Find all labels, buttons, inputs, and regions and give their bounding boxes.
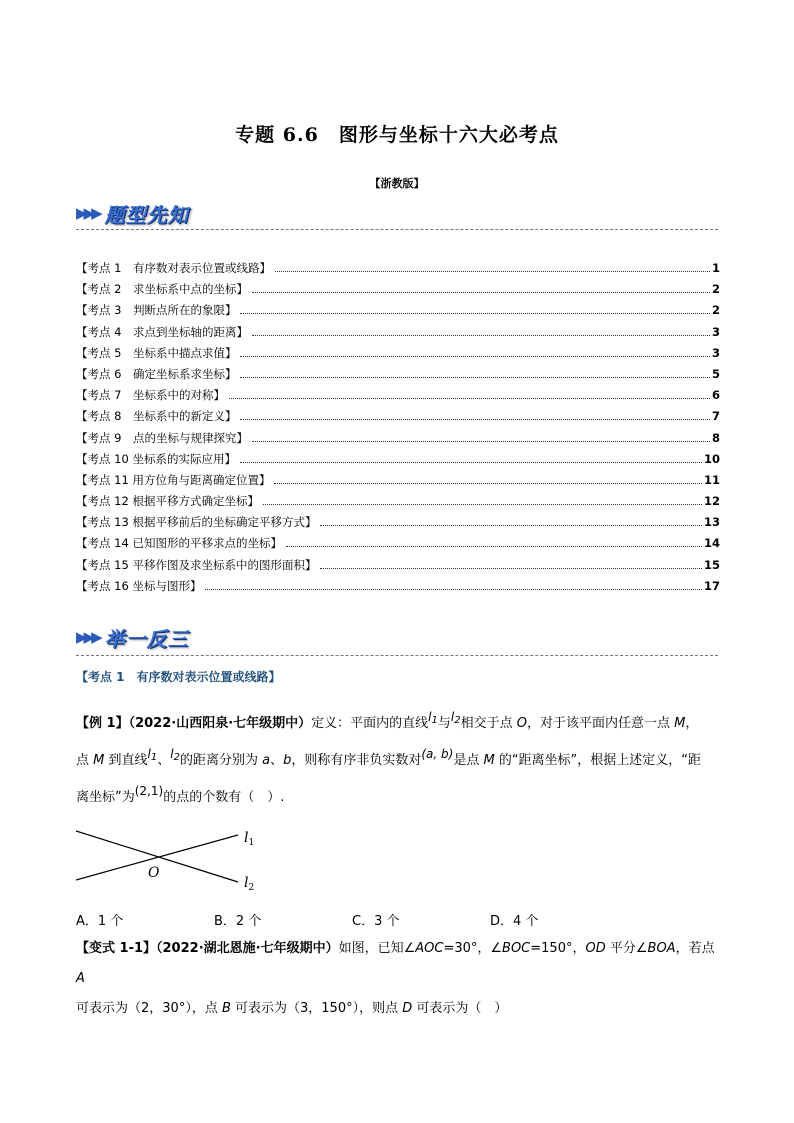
toc-leader-dots (240, 462, 702, 463)
toc-item[interactable] (76, 408, 720, 429)
toc-leader-dots (205, 589, 702, 590)
toc-item-page: 10 (703, 451, 720, 466)
toc-leader-dots (252, 335, 710, 336)
toc-item[interactable] (76, 345, 720, 366)
toc-item-page: 5 (711, 366, 720, 381)
toc-leader-dots (240, 377, 710, 378)
toc-item-page: 1 (711, 261, 720, 275)
toc-leader-dots (252, 441, 710, 442)
intersecting-lines-figure (76, 825, 276, 895)
divider (76, 229, 718, 230)
toc-item[interactable] (76, 302, 720, 323)
page-title: 专题 6.6 图形与坐标十六大必考点 (235, 124, 559, 146)
toc-item[interactable] (76, 557, 720, 578)
label-l1: $l_1$ (244, 830, 255, 848)
toc-item-page: 8 (711, 430, 720, 445)
toc-item[interactable] (76, 514, 720, 535)
toc-item[interactable] (76, 493, 720, 514)
label-o: O (148, 865, 160, 881)
toc-item-label: 【考点 11 用方位角与距离确定位置】 (76, 472, 271, 487)
label-l2: $l_2$ (244, 875, 255, 893)
toc-item-label: 【考点 10 坐标系的实际应用】 (76, 451, 236, 466)
answer-options (76, 910, 720, 929)
variant-tag: 【变式 1-1】 (76, 941, 157, 956)
toc-item-page: 2 (711, 282, 720, 297)
toc-item-label: 【考点 9 点的坐标与规律探究】 (76, 430, 248, 445)
edition-label: 【浙教版】 (369, 177, 425, 190)
toc-item-page: 2 (711, 303, 720, 318)
toc-item[interactable] (76, 451, 720, 472)
toc-item[interactable] (76, 260, 720, 281)
option-c: C．3 个 (352, 914, 400, 929)
option-d: D．4 个 (490, 914, 539, 929)
variant-source: （2022·湖北恩施·七年级期中） (156, 941, 339, 956)
toc-item-label: 【考点 12 根据平移方式确定坐标】 (76, 494, 259, 509)
toc-item-label: 【考点 8 坐标系中的新定义】 (76, 409, 237, 424)
divider (76, 655, 718, 656)
toc-item-page: 11 (703, 472, 720, 487)
toc-item-label: 【考点 4 求点到坐标轴的距离】 (76, 324, 248, 339)
toc-item-page: 3 (711, 324, 720, 339)
toc-item-label: 【考点 13 根据平移前后的坐标确定平移方式】 (76, 515, 317, 530)
triple-arrow-icon: ▶▶▶ (76, 204, 99, 222)
toc-item-page: 6 (711, 388, 720, 403)
option-b: B．2 个 (214, 914, 262, 929)
toc-item-page: 12 (703, 494, 720, 509)
example-1: 【例 1】（2022·山西阳泉·七年级期中）定义：平面内的直线$l_1$与$l_2$相交于点 O，对于该平面内任意一点 M， 点 M 到直线$l_1$、$l_2$的距离分别为 a、b，则称有序非负实数对(a, b)是点 M 的“距离坐标”，根据上述定义，“距 离坐标”为(2,1)的点的个数有（ ）. (76, 710, 702, 805)
toc-leader-dots (320, 568, 702, 569)
toc-item-label: 【考点 1 有序数对表示位置或线路】 (76, 261, 271, 275)
option-a: A．1 个 (76, 914, 124, 929)
toc-item-label: 【考点 15 平移作图及求坐标系中的图形面积】 (76, 557, 317, 572)
variant-1-1: 【变式 1-1】（2022·湖北恩施·七年级期中）如图，已知∠AOC=30°，∠BOC=150°，OD 平分∠BOA，若点 A 可表示为（2，30°），点 B 可表示为（3，150°），则点 D 可表示为（ ） (76, 941, 715, 1016)
toc-leader-dots (274, 483, 702, 484)
toc-item[interactable] (76, 366, 720, 387)
toc-item[interactable] (76, 281, 720, 302)
banner-practice-text: 举一反三 (104, 626, 189, 651)
toc-item-page: 15 (703, 557, 720, 572)
toc-item[interactable] (76, 578, 720, 599)
banner-preview-text: 题型先知 (104, 202, 189, 227)
toc-leader-dots (275, 271, 710, 272)
toc-item[interactable] (76, 387, 720, 408)
toc-leader-dots (263, 504, 702, 505)
banner-practice (76, 624, 189, 650)
toc-item-label: 【考点 7 坐标系中的对称】 (76, 388, 225, 403)
toc-leader-dots (240, 419, 710, 420)
table-of-contents (76, 260, 720, 599)
toc-item-label: 【考点 3 判断点所在的象限】 (76, 303, 237, 318)
banner-preview (76, 200, 189, 226)
toc-item-page: 17 (703, 578, 720, 593)
triple-arrow-icon: ▶▶▶ (76, 628, 99, 646)
example-source: （2022·山西阳泉·七年级期中） (128, 716, 312, 731)
toc-item-label: 【考点 5 坐标系中描点求值】 (76, 345, 237, 360)
toc-leader-dots (229, 398, 710, 399)
toc-item-label: 【考点 16 坐标与图形】 (76, 578, 202, 593)
toc-leader-dots (320, 525, 702, 526)
toc-item-page: 13 (703, 515, 720, 530)
toc-leader-dots (252, 292, 710, 293)
toc-leader-dots (286, 546, 702, 547)
toc-item[interactable] (76, 472, 720, 493)
toc-item[interactable] (76, 535, 720, 556)
toc-item-page: 7 (711, 409, 720, 424)
toc-item[interactable] (76, 430, 720, 451)
section-heading: 【考点 1 有序数对表示位置或线路】 (76, 670, 281, 684)
toc-item-label: 【考点 14 已知图形的平移求点的坐标】 (76, 536, 282, 551)
toc-leader-dots (240, 313, 710, 314)
toc-item-page: 14 (703, 536, 720, 551)
toc-item-label: 【考点 6 确定坐标系求坐标】 (76, 366, 237, 381)
toc-item-page: 3 (711, 345, 720, 360)
toc-item-label: 【考点 2 求坐标系中点的坐标】 (76, 282, 248, 297)
example-tag: 【例 1】 (76, 716, 129, 731)
toc-leader-dots (240, 356, 710, 357)
toc-item[interactable] (76, 324, 720, 345)
